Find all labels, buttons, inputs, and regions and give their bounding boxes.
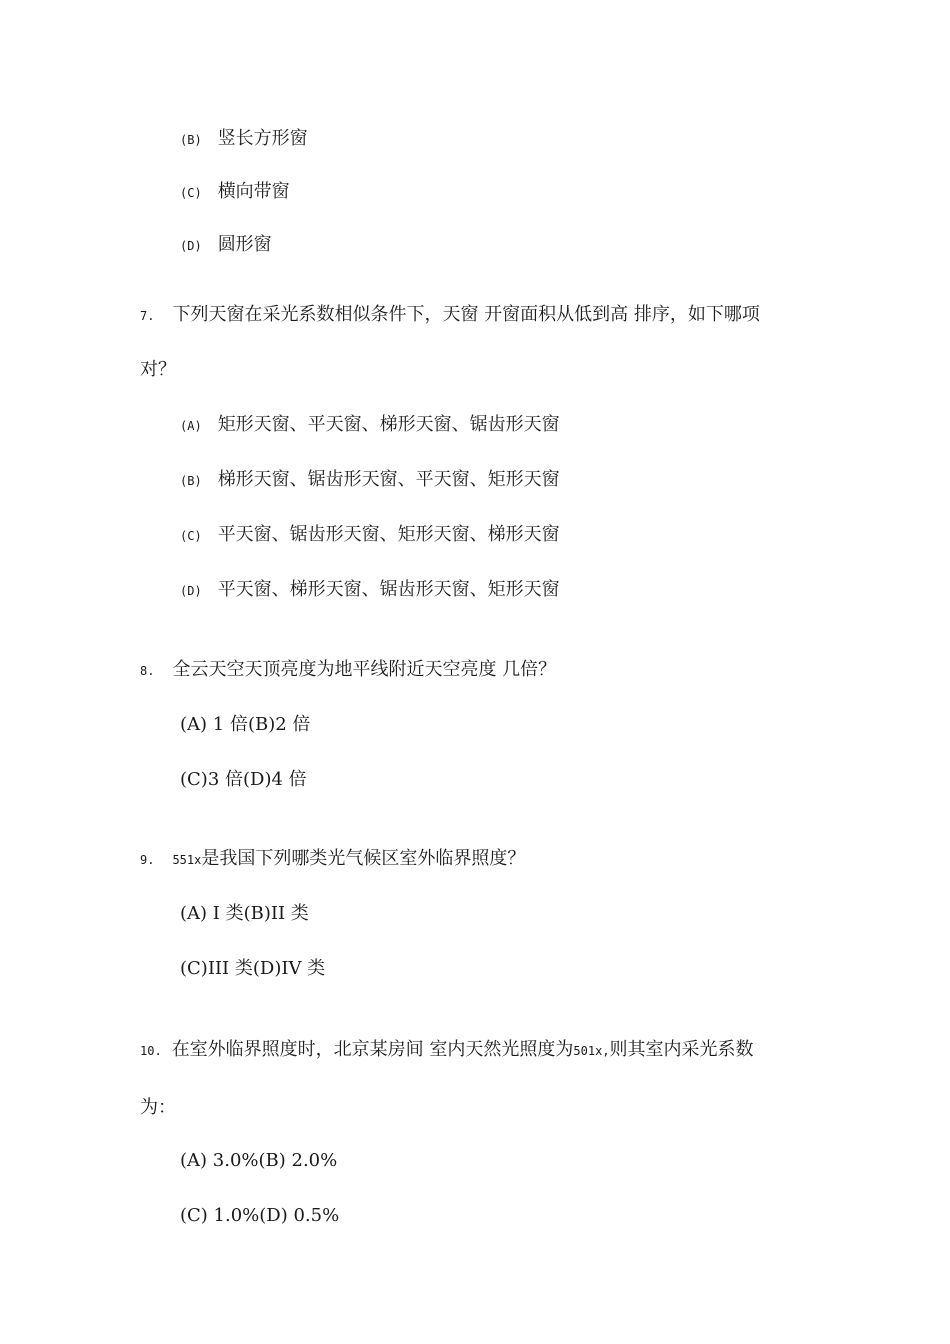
q7-option-d — [180, 578, 560, 603]
q10-options-line2: (C) 1.0%(D) 0.5% — [180, 1205, 340, 1226]
option-text: 平天窗、锯齿形天窗、矩形天窗、梯形天窗 — [217, 524, 560, 545]
option-text: 平天窗、梯形天窗、锯齿形天窗、矩形天窗 — [217, 579, 560, 600]
question-text: 是我国下列哪类光气候区室外临界照度？ — [201, 848, 526, 869]
illuminance-value: 551x — [172, 853, 202, 867]
illuminance-value: 501x, — [573, 1044, 610, 1058]
option-mark: (C) — [180, 186, 202, 200]
q9-options-line2: (C)III 类(D)IV 类 — [180, 958, 326, 979]
q8-stem — [140, 658, 556, 683]
q6-option-c — [180, 180, 290, 205]
question-text: 下列天窗在采光系数相似条件下，天窗 开窗面积从低到高 排序，如下哪项 — [172, 304, 760, 325]
option-text: 竖长方形窗 — [217, 128, 308, 149]
option-text: 矩形天窗、平天窗、梯形天窗、锯齿形天窗 — [217, 414, 560, 435]
option-mark: (D) — [180, 239, 202, 253]
option-mark: (D) — [180, 584, 202, 598]
q7-option-b — [180, 468, 560, 493]
option-text: 梯形天窗、锯齿形天窗、平天窗、矩形天窗 — [217, 469, 560, 490]
question-number: 8. — [140, 664, 155, 678]
option-mark: (C) — [180, 529, 202, 543]
option-text: 圆形窗 — [217, 234, 272, 255]
q7-option-a — [180, 413, 560, 438]
option-mark: (B) — [180, 133, 202, 147]
q7-stem-line2: 对？ — [140, 359, 176, 380]
q10-options-line1: (A) 3.0%(B) 2.0% — [180, 1150, 338, 1171]
q10-stem-line2: 为： — [140, 1097, 176, 1118]
question-number: 10. — [140, 1044, 162, 1058]
q8-options-line1: (A) 1 倍(B)2 倍 — [180, 714, 311, 735]
question-number: 9. — [140, 853, 155, 867]
q10-stem-line1 — [140, 1038, 754, 1063]
question-number: 7. — [140, 309, 155, 323]
option-mark: (A) — [180, 419, 202, 433]
option-text: 横向带窗 — [217, 181, 290, 202]
q9-stem — [140, 847, 525, 872]
q7-stem-line1 — [140, 303, 760, 328]
q6-option-b — [180, 127, 308, 152]
question-text: 全云天空天顶亮度为地平线附近天空亮度 几倍？ — [172, 659, 557, 680]
q7-option-c — [180, 523, 560, 548]
question-text-part1: 在室外临界照度时，北京某房间 室内天然光照度为 — [171, 1039, 574, 1060]
q8-options-line2: (C)3 倍(D)4 倍 — [180, 769, 307, 790]
option-mark: (B) — [180, 474, 202, 488]
q6-option-d — [180, 233, 272, 258]
question-text-part2: 则其室内采光系数 — [609, 1039, 754, 1060]
q9-options-line1: (A) I 类(B)II 类 — [180, 903, 309, 924]
